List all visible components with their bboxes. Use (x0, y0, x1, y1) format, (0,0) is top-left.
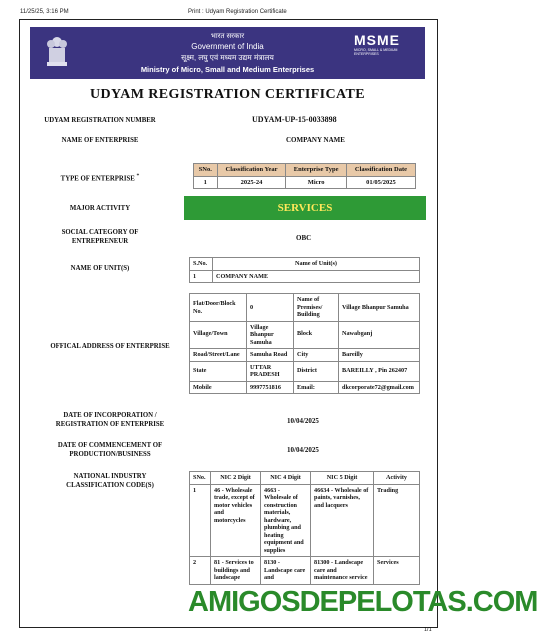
table-cell: Bareilly (339, 349, 420, 362)
banner-hindi-gov: भारत सरकार (210, 33, 245, 40)
table-cell: Services (374, 557, 420, 585)
msme-logo-text: MSME (354, 32, 400, 48)
social-category-value: OBC (296, 234, 312, 242)
table-row (190, 381, 420, 394)
table-header-row (190, 472, 420, 485)
certificate-title: UDYAM REGISTRATION CERTIFICATE (90, 87, 365, 102)
table-cell: dkcorporate72@gmail.com (339, 381, 420, 394)
table-cell: 1 (190, 484, 211, 557)
table-cell: 46 - Wholesale trade, except of motor vehicles and motorcycles (211, 484, 261, 557)
table-row (190, 557, 420, 585)
page-number: 1/1 (424, 627, 432, 633)
table-cell: Nawabganj (339, 321, 420, 349)
type-of-enterprise-label-text: TYPE OF ENTERPRISE (60, 175, 135, 183)
table-header-row (190, 258, 420, 271)
table-cell: BAREILLY , Pin 262407 (339, 361, 420, 381)
table-cell: Mobile (190, 381, 247, 394)
table-row (190, 484, 420, 557)
table-cell: Name of Premises/ Building (294, 294, 339, 322)
table-row (190, 270, 420, 283)
social-category-label-line2: ENTREPRENEUR (71, 238, 129, 245)
table-header-cell: Enterprise Type (286, 164, 346, 177)
msme-logo-subtitle: MICRO, SMALL & MEDIUM ENTERPRISES (354, 48, 398, 56)
incorporation-label-line2: REGISTRATION OF ENTERPRISE (55, 421, 165, 428)
nic-code-label (30, 472, 190, 490)
incorporation-label (30, 411, 190, 429)
table-cell: Road/Street/Lane (190, 349, 247, 362)
commencement-label-line1: DATE OF COMMENCEMENT OF (57, 442, 163, 449)
table-cell: State (190, 361, 247, 381)
major-activity-label: MAJOR ACTIVITY (69, 205, 131, 212)
official-address-label: OFFICAL ADDRESS OF ENTERPRISE (50, 343, 170, 350)
registration-number-value: UDYAM-UP-15-0033898 (252, 115, 337, 124)
table-cell: 9997751816 (247, 381, 294, 394)
table-cell: Village Bhanpur Samuha (247, 321, 294, 349)
table-row (190, 349, 420, 362)
unit-names-label: NAME OF UNIT(S) (70, 265, 130, 272)
table-header-cell: SNo. (190, 472, 211, 485)
registration-number-label: UDYAM REGISTRATION NUMBER (44, 117, 156, 124)
unit-names-table (189, 257, 420, 283)
social-category-label-line1: SOCIAL CATEGORY OF (61, 229, 139, 236)
table-cell: COMPANY NAME (213, 270, 420, 283)
table-cell: 8130 - Landscape care and (261, 557, 311, 585)
table-cell: 1 (190, 270, 213, 283)
table-cell: 81300 - Landscape care and maintenance service (311, 557, 374, 585)
table-cell: Flat/Door/Block No. (190, 294, 247, 322)
table-row (190, 321, 420, 349)
table-cell: Trading (374, 484, 420, 557)
table-header-cell: NIC 2 Digit (211, 472, 261, 485)
table-header-cell: NIC 5 Digit (311, 472, 374, 485)
table-cell: Village Bhanpur Samuha (339, 294, 420, 322)
table-cell: 81 - Services to buildings and landscape (211, 557, 261, 585)
table-cell: Village/Town (190, 321, 247, 349)
incorporation-label-line1: DATE OF INCORPORATION / (63, 412, 157, 419)
table-header-row (194, 164, 416, 177)
table-cell: UTTAR PRADESH (247, 361, 294, 381)
nic-code-table (189, 471, 420, 585)
type-of-enterprise-label (30, 172, 170, 183)
table-cell: 2025-24 (217, 176, 286, 189)
table-cell: 01/05/2025 (346, 176, 415, 189)
banner-government-of-india: Government of India (191, 42, 264, 51)
table-cell: 4663 - Wholesale of construction materials, hardware, plumbing and heating equipment and supplies (261, 484, 311, 557)
table-cell: Micro (286, 176, 346, 189)
commencement-date-value: 10/04/2025 (287, 446, 319, 454)
table-header-cell: Classification Year (217, 164, 286, 177)
table-cell: Block (294, 321, 339, 349)
commencement-label-line2: PRODUCTION/BUSINESS (69, 451, 151, 458)
commencement-label (30, 441, 190, 459)
table-header-cell: Name of Unit(s) (213, 258, 420, 271)
site-watermark: AMIGOSDEPELOTAS.COM (188, 586, 537, 618)
enterprise-name-value: COMPANY NAME (286, 136, 345, 144)
nic-code-label-line1: NATIONAL INDUSTRY (73, 473, 147, 480)
table-cell: 1 (194, 176, 218, 189)
table-cell: District (294, 361, 339, 381)
table-header-cell: Activity (374, 472, 420, 485)
table-header-cell: NIC 4 Digit (261, 472, 311, 485)
banner-ministry-name: Ministry of Micro, Small and Medium Enterprises (140, 65, 315, 74)
print-title: Print : Udyam Registration Certificate (188, 9, 287, 15)
table-cell: 46634 - Wholesale of paints, varnishes, and lacquers (311, 484, 374, 557)
table-cell: 2 (190, 557, 211, 585)
table-cell: Samuha Road (247, 349, 294, 362)
table-header-cell: SNo. (194, 164, 218, 177)
banner-hindi-ministry: सूक्ष्म, लघु एवं मध्यम उद्यम मंत्रालय (181, 53, 274, 62)
table-row (190, 361, 420, 381)
table-cell: 0 (247, 294, 294, 322)
incorporation-date-value: 10/04/2025 (287, 417, 319, 425)
enterprise-name-label: NAME OF ENTERPRISE (61, 137, 139, 144)
nic-code-label-line2: CLASSIFICATION CODE(S) (66, 482, 154, 489)
type-of-enterprise-asterisk: * (136, 173, 140, 179)
print-datetime: 11/25/25, 3:16 PM (20, 9, 69, 15)
address-table (189, 293, 420, 394)
table-header-cell: S.No. (190, 258, 213, 271)
table-row (190, 294, 420, 322)
msme-logo (354, 32, 420, 66)
ministry-banner (30, 27, 425, 79)
table-cell: City (294, 349, 339, 362)
social-category-label (30, 228, 170, 246)
major-activity-value: SERVICES (184, 196, 426, 220)
table-header-cell: Classification Date (346, 164, 415, 177)
table-cell: Email: (294, 381, 339, 394)
table-row (194, 176, 416, 189)
enterprise-type-table (193, 163, 416, 189)
